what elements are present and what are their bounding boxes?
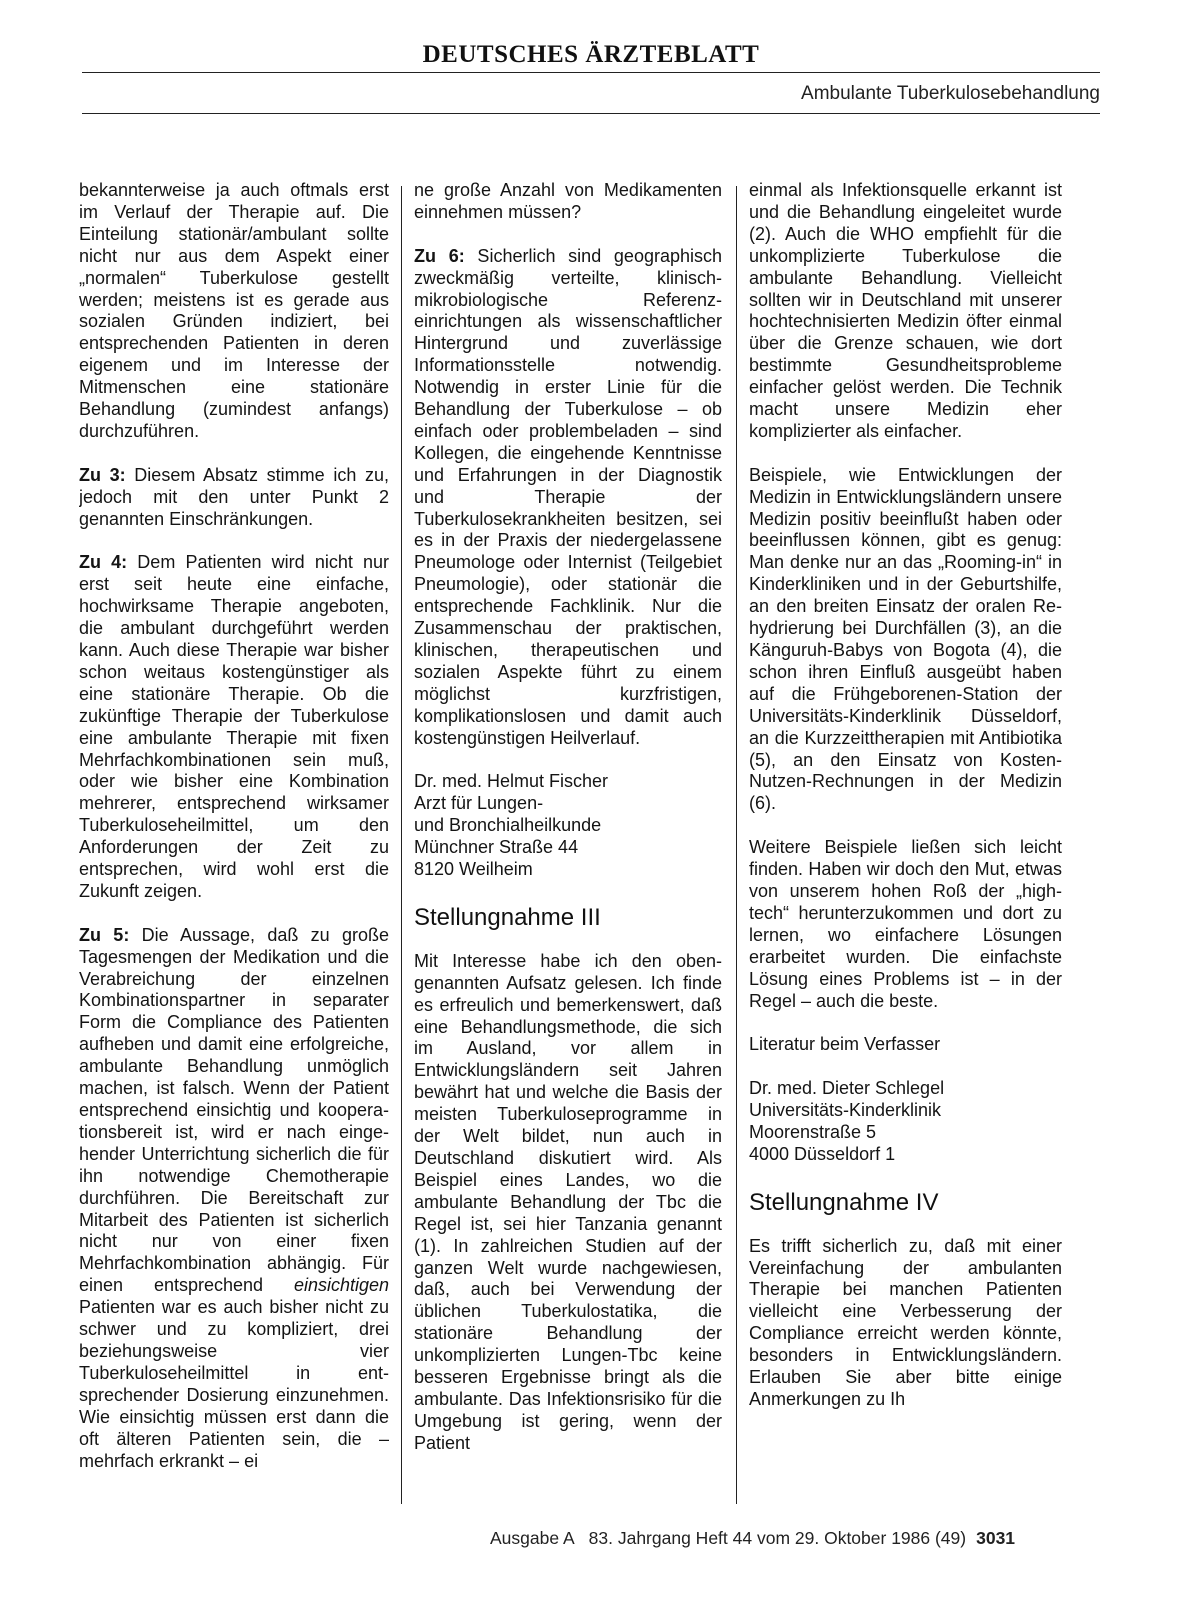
paragraph: [414, 246, 722, 750]
column-1: [79, 180, 389, 1510]
paragraph: [79, 465, 389, 531]
column-divider-1: [401, 186, 402, 1504]
emphasis-text: einsichtigen: [293, 1275, 389, 1296]
paragraph: [79, 180, 389, 443]
literature-text: Literatur beim Verfasser: [749, 1034, 941, 1055]
literature-note: [749, 1034, 1062, 1056]
paragraph-text: Patienten war es auch bisher nicht zu schwer und zu kompliziert, drei beziehungsweise vier Tuberkuloseheilmittel in entsprechender Dosierung einzunehmen. Wie einsichtig müssen erst dann die oft älteren Patienten sein, die – mehrfach erkrankt – ei: [79, 1297, 389, 1471]
paragraph-lead: Zu 3:: [79, 464, 126, 485]
paragraph-text: Die Aussage, daß zu große Tagesmengen der Medikation und die Verabreichung der einzelnen Kombinationspartner in separater Form die Compliance des Patienten aufheben und damit eine erfolgreiche, ambulante Behandlung unmöglich machen, ist falsch. Wenn der Patient entsprechend einsichtig und kooperationsbereit ist, wird er nach eingehender Unterrichtung sicherlich die für ihn notwendige Chemotherapie durchführen. Die Bereitschaft zur Mitarbeit des Patienten ist sicherlich nicht nur von einer fixen Mehrfachkombination abhängig. Für einen entsprechend: [79, 924, 389, 1296]
masthead: DEUTSCHES ÄRZTEBLATT: [422, 41, 760, 68]
paragraph-text: bekannterweise ja auch oftmals erst im Verlauf der Therapie auf. Die Einteilung stationär/ambulant sollte nicht nur aus dem Aspekt einer „normalen“ Tuberkulose gestellt werden; meistens ist es gerade aus sozialen Gründen indiziert, bei entsprechenden Patienten in deren eigenem und im Interesse der Mitmenschen eine stationäre Behandlung (zumindest anfangs) durchzuführen.: [79, 180, 389, 441]
page-footer: [490, 1527, 1015, 1549]
paragraph-lead: Zu 5:: [79, 924, 130, 945]
page-number: 3031: [976, 1528, 1016, 1548]
paragraph-text: Weitere Beispiele ließen sich leicht finden. Haben wir doch den Mut, etwas von unserem hohen Roß der „high-tech“ herunterzukommen und dort zu lernen, wo einfachere Lösungen erarbeitet wurden. Die einfachste Lösung eines Problems ist – in der Regel – auch die beste.: [749, 837, 1062, 1011]
paragraph-text: Dem Patienten wird nicht nur erst seit heute eine einfache, hochwirksame Therapie angeboten, die ambulant durchgeführt werden kann. Auch diese Therapie war bisher schon weitaus kostengünstiger als eine stationäre Therapie. Ob die zukünftige Therapie der Tuberkulose eine ambulante Therapie mit fixen Mehrfachkombinationen sein muß, oder wie bisher eine Kombination mehrerer, entsprechend wirksamer Tuberkuloseheilmittel, um den Anforderungen der Zeit zu entsprechen, wird wohl erst die Zukunft zeigen.: [79, 552, 389, 901]
author-name: Dr. med. Helmut Fischer: [414, 771, 609, 792]
header-rule: [82, 113, 1100, 114]
section-title: Ambulante Tuberkulosebehandlung: [801, 83, 1100, 104]
paragraph-text: einmal als Infektionsquelle erkannt ist und die Behandlung eingeleitet wurde (2). Auch die WHO empfiehlt für die unkomplizierte Tuberkulose die ambulante Behandlung. Vielleicht sollten wir in Deutschland mit unserer hochtechnisierten Medizin öfter einmal über die Grenze schauen, wie dort bestimmte Gesundheitsprobleme einfacher gelöst werden. Die Technik macht unsere Medizin eher komplizierter als einfacher.: [749, 180, 1062, 441]
paragraph: [414, 951, 722, 1455]
address-line: 8120 Weilheim: [414, 859, 533, 880]
top-rule: [82, 72, 1100, 73]
paragraph: [414, 180, 722, 224]
paragraph: [79, 552, 389, 903]
paragraph-text: ne große Anzahl von Medikamenten einnehmen müssen?: [414, 180, 722, 222]
paragraph: [749, 180, 1062, 443]
address-line: 4000 Düsseldorf 1: [749, 1143, 896, 1164]
address-line: Universitäts-Kinderklinik: [749, 1100, 942, 1120]
paragraph-text: Mit Interesse habe ich den obengenannten Aufsatz gelesen. Ich finde es erfreulich und bemerkenswert, daß eine Behandlungsmethode, die sich im Ausland, vor allem in Entwicklungsländern seit Jahren bewährt hat und welche die Basis der meisten Tuberkuloseprogramme in der Welt bildet, nun auch in Deutschland diskutiert wird. Als Beispiel eines Landes, wo die ambulante Behandlung der Tbc die Regel ist, sei hier Tanzania genannt (1). In zahlreichen Studien auf der ganzen Welt wurde nachgewiesen, daß, auch bei Verwendung der üblichen Tuberkulostatika, die stationäre Behandlung der unkomplizierten Lungen-Tbc keine besseren Ergebnisse bringt als die ambulante. Das Infektionsrisiko für die Umgebung ist gering, wenn der Patient: [414, 950, 722, 1453]
footer-edition: Ausgabe A: [490, 1528, 575, 1548]
paragraph-lead: Zu 4:: [79, 552, 128, 573]
address-line: Moorenstraße 5: [749, 1121, 877, 1142]
author-address: [414, 771, 722, 881]
paragraph-text: Diesem Absatz stimme ich zu, jedoch mit den unter Punkt 2 genannten Einschränkungen.: [79, 464, 389, 529]
column-2: [414, 180, 722, 1510]
paragraph: [749, 837, 1062, 1012]
address-line: Münchner Straße 44: [414, 837, 579, 858]
paragraph: [749, 465, 1062, 816]
column-divider-2: [736, 186, 737, 1504]
address-line: Arzt für Lungen-: [414, 793, 544, 814]
paragraph-text: Beispiele, wie Entwicklungen der Medizin in Entwicklungsländern unsere Medizin positiv beeinflußt haben oder beeinflussen können, gibt es genug: Man denke nur an das „Rooming-in“ in Kinderkliniken und in der Geburtshilfe, an den breiten Einsatz der oralen Rehydrierung bei Durchfällen (3), an die Känguruh-Babys von Bogota (4), die schon ihren Einfluß ausgeübt haben auf die Frühgeborenen-Station der Universitäts-Kinderklinik Düsseldorf, an die Kurzzeittherapien mit Antibiotika (5), an den Einsatz von Kosten-Nutzen-Rechnungen in der Medizin (6).: [749, 464, 1062, 814]
section-heading: Stellungnahme IV: [749, 1188, 939, 1216]
section-heading: Stellungnahme III: [414, 903, 601, 931]
author-name: Dr. med. Dieter Schlegel: [749, 1078, 945, 1099]
paragraph-text: Es trifft sicherlich zu, daß mit einer Vereinfachung der ambulanten Therapie bei manchen Patienten vielleicht eine Verbesserung der Compliance erreicht werden könnte, besonders in Entwicklungsländern. Erlauben Sie aber bitte einige Anmerkungen zu Ih: [749, 1235, 1062, 1409]
column-3: [749, 180, 1062, 1510]
address-line: und Bronchialheilkunde: [414, 815, 602, 836]
paragraph: [79, 925, 389, 1473]
author-address: [749, 1078, 1062, 1166]
paragraph: [749, 1236, 1062, 1411]
footer-issue: 83. Jahrgang Heft 44 vom 29. Oktober 1986 (49): [588, 1528, 967, 1548]
paragraph-lead: Zu 6:: [414, 245, 465, 266]
paragraph-text: Sicherlich sind geographisch zweckmäßig verteilte, klinisch-mikrobiologische Referenzeinrichtungen als wissenschaftlicher Hintergrund und zuverlässige Informationsstelle notwendig. Notwendig in erster Linie für die Behandlung der Tuberkulose – ob einfach oder problembeladen – sind Kollegen, die eingehende Kenntnisse und Erfahrungen in der Diagnostik und Therapie der Tuberkulosekrankheiten besitzen, sei es in der Praxis der niedergelassene Pneumologe oder Internist (Teilgebiet Pneumologie), oder stationär die entsprechende Fachklinik. Nur die Zusammenschau der praktischen, klinischen, therapeutischen und sozialen Aspekte führt zu einem möglichst kurzfristigen, komplikationslosen und damit auch kostengünstigen Heilverlauf.: [414, 245, 722, 748]
